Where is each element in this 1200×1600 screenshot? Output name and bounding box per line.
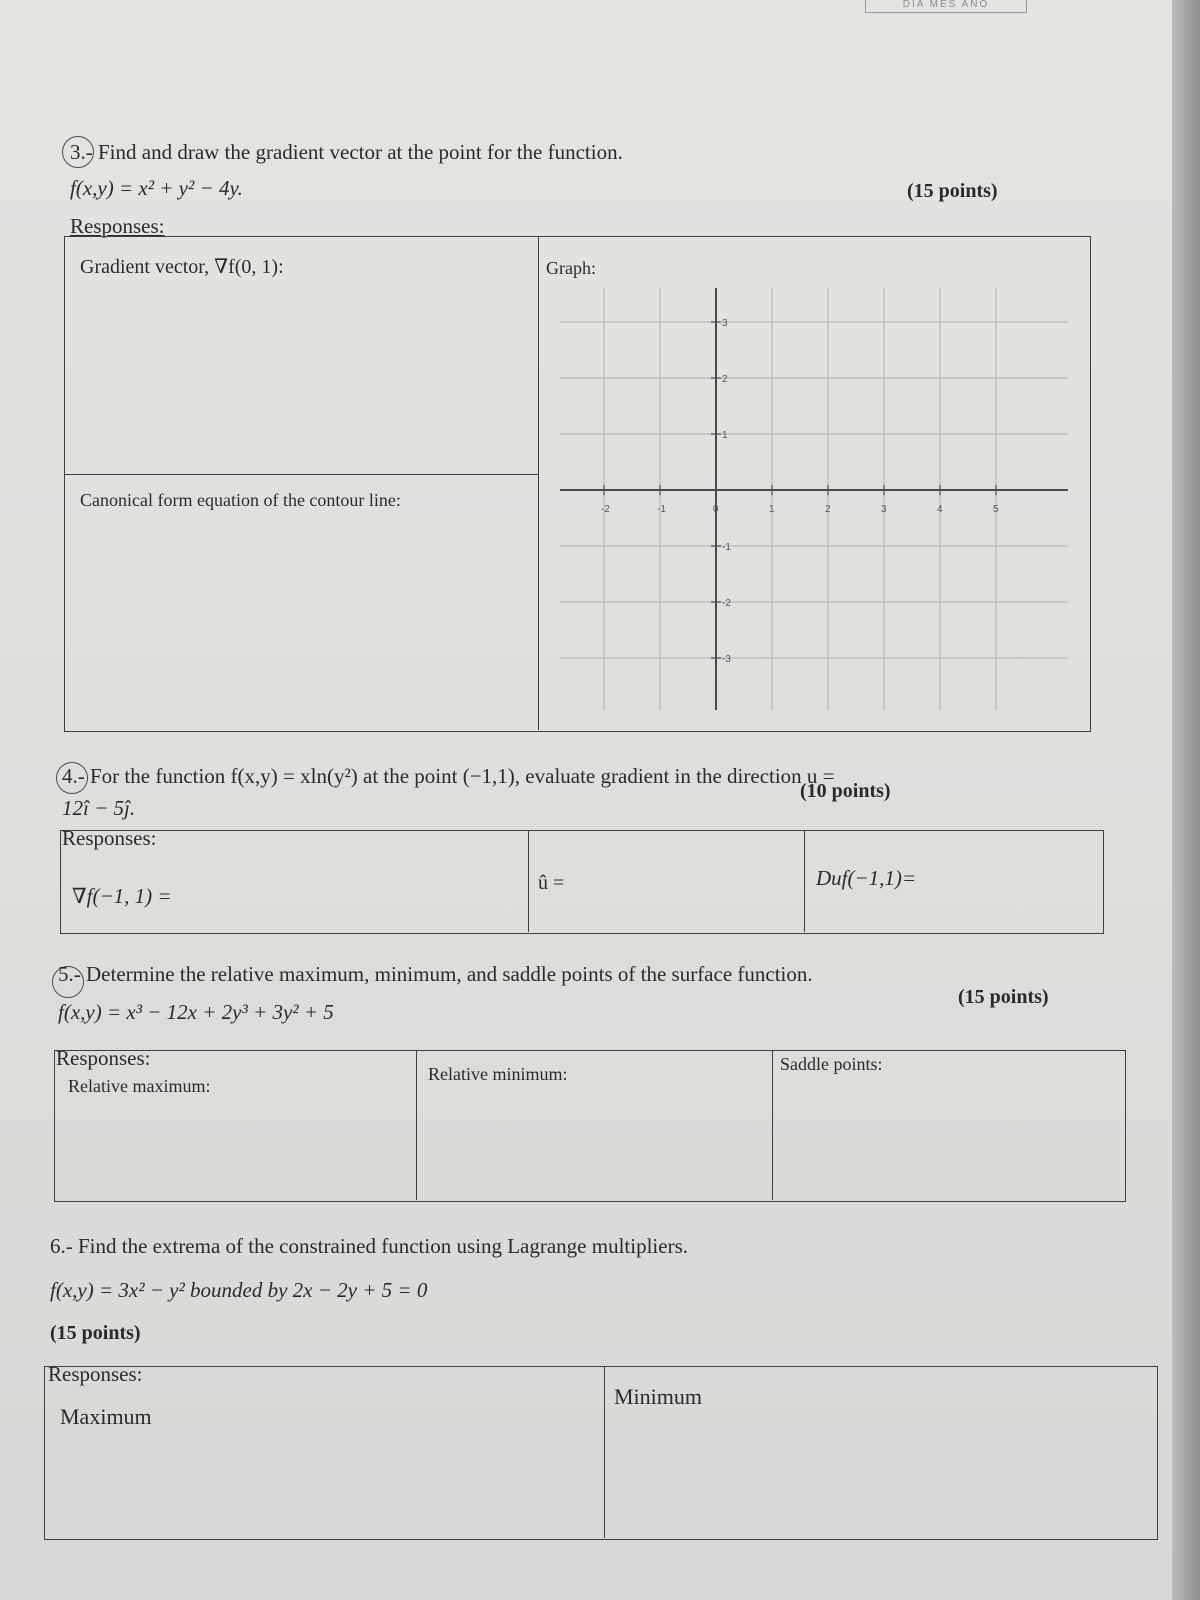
x-tick-label: 3 bbox=[881, 504, 887, 515]
q5-points: (15 points) bbox=[958, 986, 1049, 1008]
gradient-vector-label: Gradient vector, ∇f(0, 1): bbox=[80, 256, 284, 278]
q3-row-divider bbox=[64, 474, 538, 475]
q6-divider bbox=[604, 1366, 605, 1538]
q4-title: 4.- For the function f(x,y) = xln(y²) at the point (−1,1), evaluate gradient in the direction u = bbox=[62, 764, 835, 788]
q6-title: 6.- Find the extrema of the constrained function using Lagrange multipliers. bbox=[50, 1234, 688, 1258]
q5-title: 5.- Determine the relative maximum, minimum, and saddle points of the surface function. bbox=[58, 962, 813, 986]
page-edge bbox=[1172, 0, 1200, 1600]
q4-directional-derivative-cell: Duf(−1,1)= bbox=[816, 866, 917, 890]
q3-divider bbox=[538, 236, 539, 730]
y-tick-label: -2 bbox=[722, 598, 731, 609]
x-tick-label: 1 bbox=[769, 504, 775, 515]
y-tick-label: -1 bbox=[722, 542, 731, 553]
relative-maximum-label: Relative maximum: bbox=[68, 1076, 211, 1096]
q6-responses-label: Responses: bbox=[48, 1362, 143, 1386]
q3-responses-label: Responses: bbox=[70, 214, 165, 238]
q4-points: (10 points) bbox=[800, 780, 891, 802]
contour-line-label: Canonical form equation of the contour line: bbox=[80, 490, 401, 510]
y-tick-label: 3 bbox=[722, 318, 728, 329]
q6-function: f(x,y) = 3x² − y² bounded by 2x − 2y + 5 = 0 bbox=[50, 1278, 428, 1302]
q5-divider-1 bbox=[416, 1050, 417, 1200]
x-tick-label: -2 bbox=[601, 504, 610, 515]
q4-responses-label: Responses: bbox=[62, 826, 157, 850]
minimum-label: Minimum bbox=[614, 1384, 703, 1409]
coordinate-grid-chart bbox=[540, 280, 1088, 720]
maximum-label: Maximum bbox=[60, 1404, 152, 1429]
q4-gradient-cell: ∇f(−1, 1) = bbox=[72, 884, 172, 908]
y-tick-label: 1 bbox=[722, 430, 728, 441]
q6-points: (15 points) bbox=[50, 1322, 141, 1344]
q3-title: 3.- Find and draw the gradient vector at the point for the function. bbox=[70, 140, 623, 164]
q4-divider-2 bbox=[804, 830, 805, 932]
q5-response-table bbox=[54, 1050, 1126, 1202]
q4-direction: 12î − 5ĵ. bbox=[62, 796, 136, 820]
q4-response-table bbox=[60, 830, 1104, 934]
q6-response-table bbox=[44, 1366, 1158, 1540]
q5-divider-2 bbox=[772, 1050, 773, 1200]
relative-minimum-label: Relative minimum: bbox=[428, 1064, 568, 1084]
q5-responses-label: Responses: bbox=[56, 1046, 151, 1070]
q5-function: f(x,y) = x³ − 12x + 2y³ + 3y² + 5 bbox=[58, 1000, 334, 1024]
x-tick-label: -1 bbox=[657, 504, 666, 515]
graph-label: Graph: bbox=[546, 258, 596, 278]
y-tick-label: -3 bbox=[722, 654, 731, 665]
y-tick-label: 2 bbox=[722, 374, 728, 385]
saddle-points-label: Saddle points: bbox=[780, 1054, 883, 1074]
x-tick-label: 0 bbox=[713, 504, 719, 515]
q3-function: f(x,y) = x² + y² − 4y. bbox=[70, 176, 243, 200]
x-tick-label: 2 bbox=[825, 504, 831, 515]
q3-points: (15 points) bbox=[907, 180, 998, 202]
x-tick-label: 4 bbox=[937, 504, 943, 515]
date-stamp: DIA MES AÑO bbox=[865, 0, 1027, 13]
q4-divider-1 bbox=[528, 830, 529, 932]
x-tick-label: 5 bbox=[993, 504, 999, 515]
q4-unit-vector-cell: û = bbox=[538, 872, 565, 894]
